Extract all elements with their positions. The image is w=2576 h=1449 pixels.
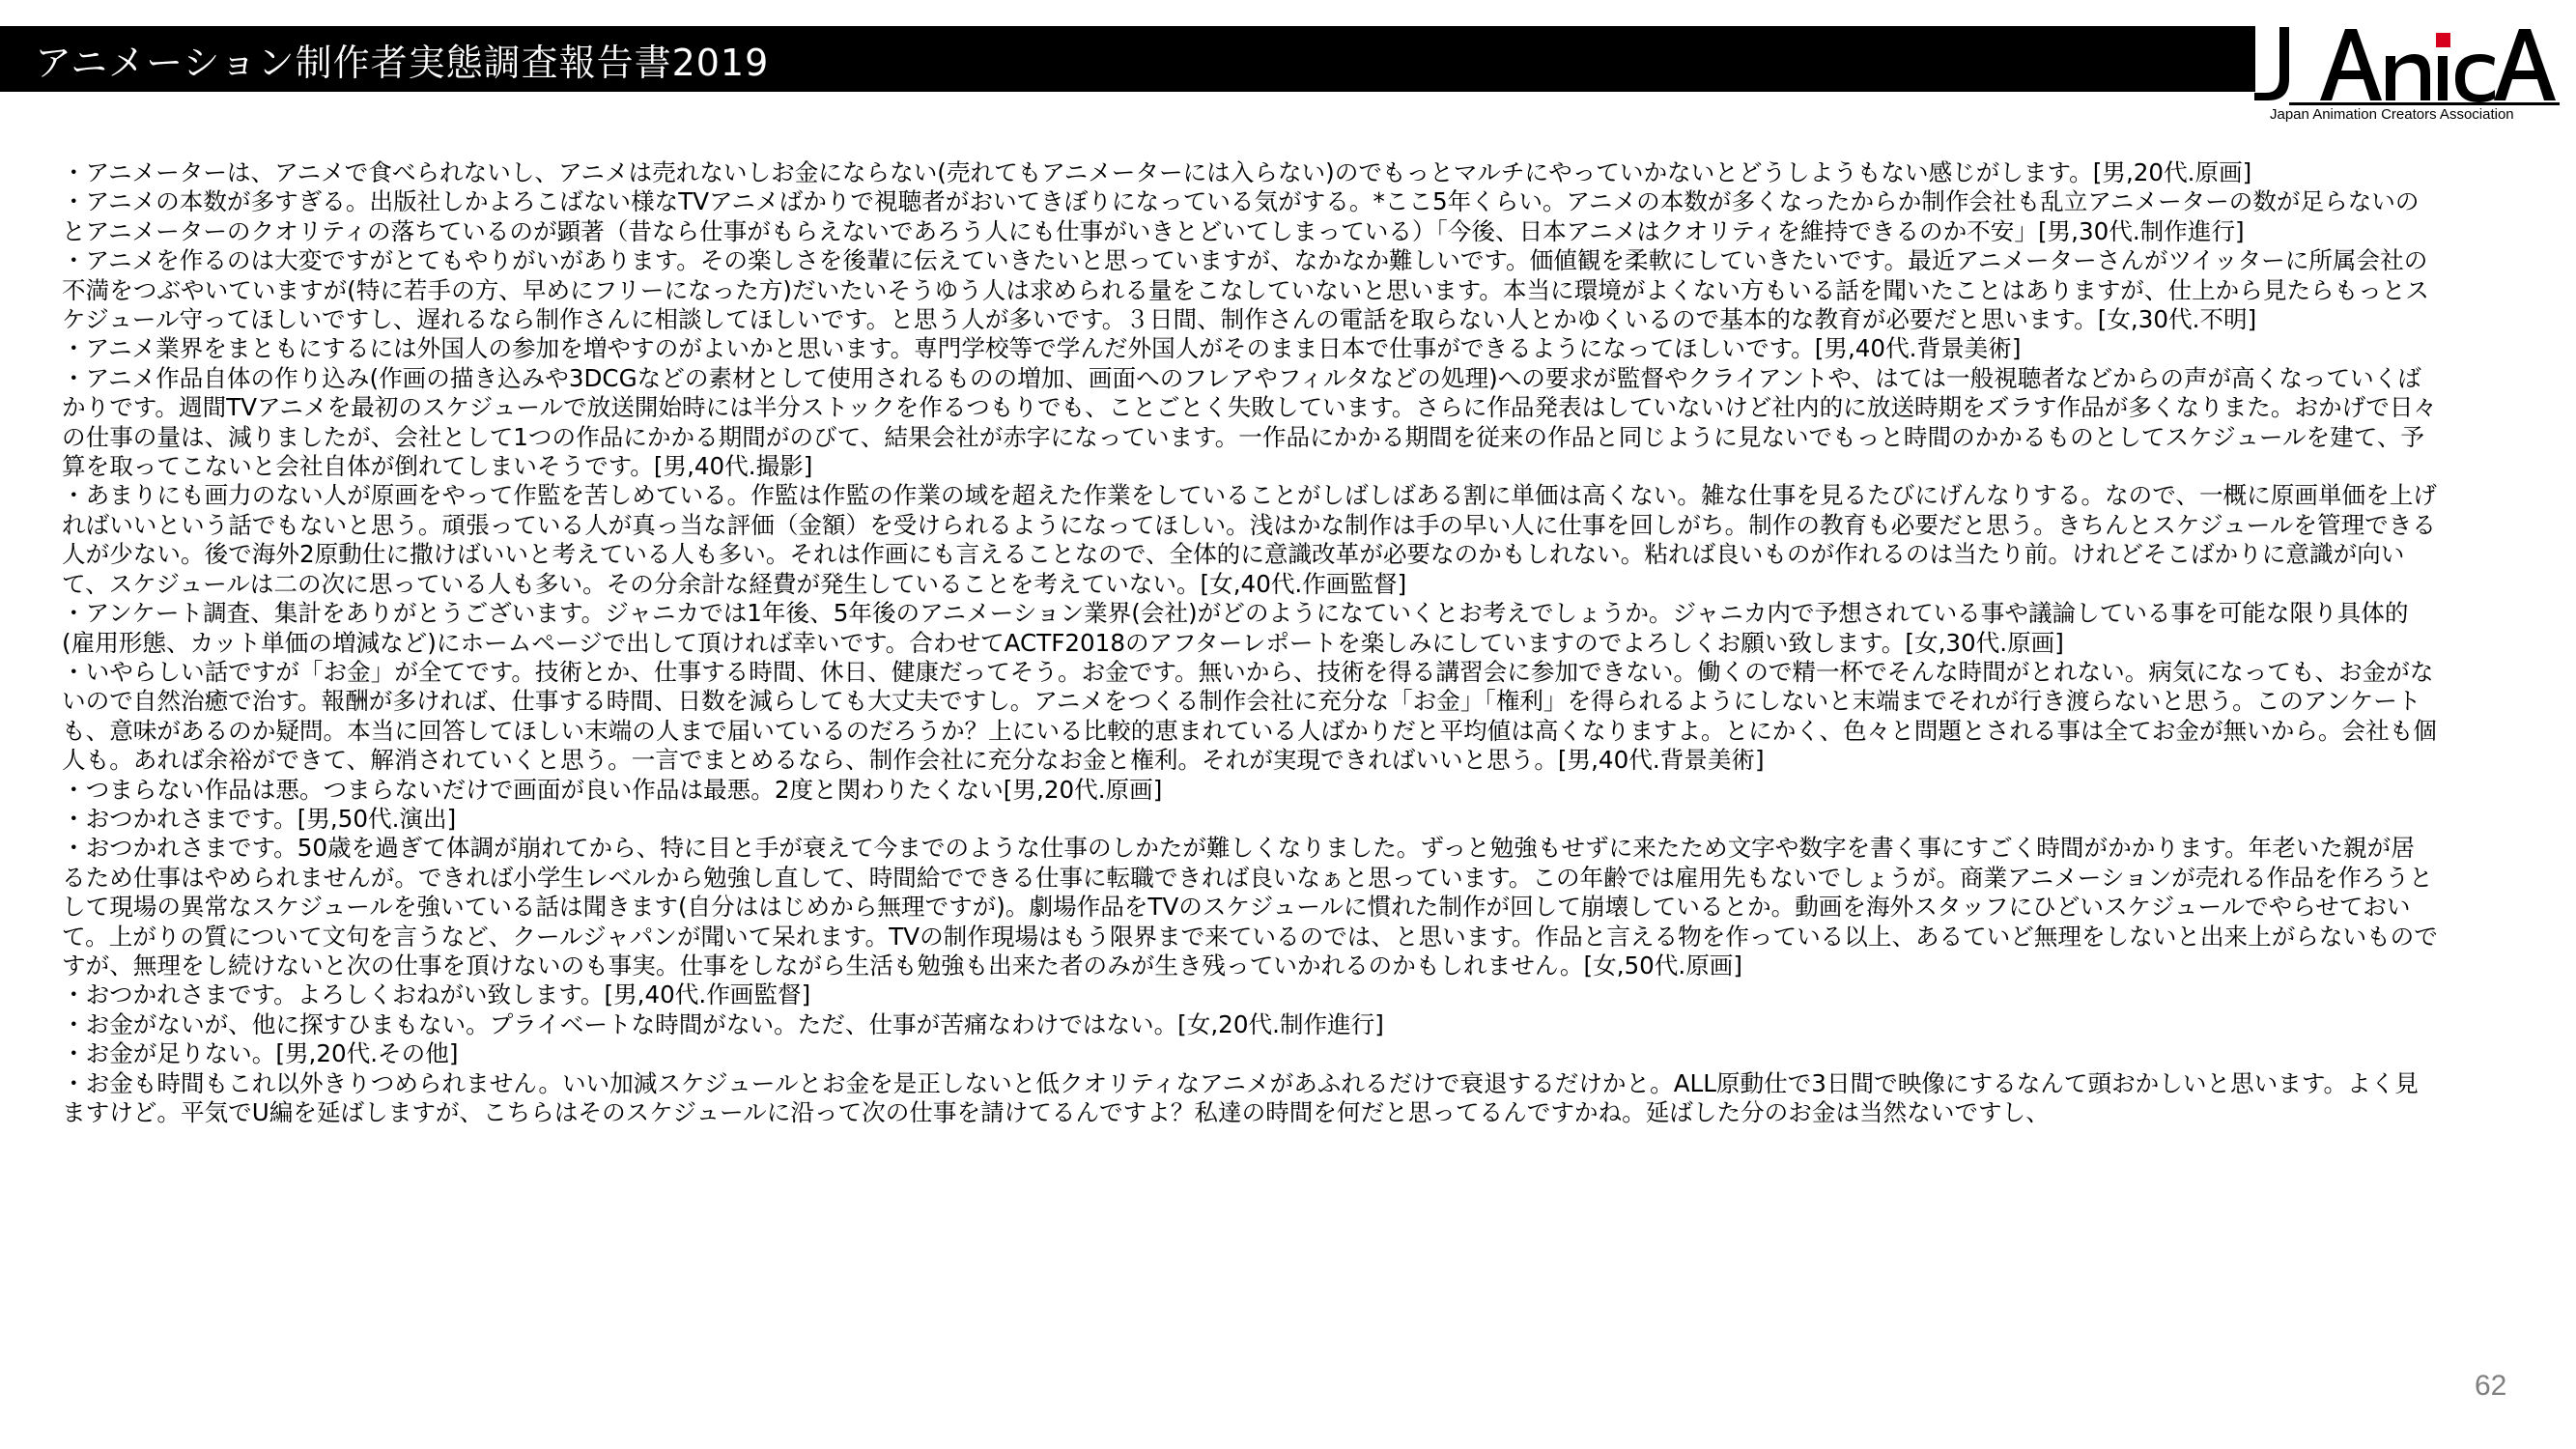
comment-entry: ・お金がないが、他に探すひまもない。プライベートな時間がない。ただ、仕事が苦痛なわけではない。[女,20代.制作進行] [62, 1009, 1384, 1038]
page-title: アニメーション制作者実態調査報告書2019 [35, 41, 770, 84]
logo-subtitle: Japan Animation Creators Association [2270, 106, 2514, 123]
comment-entry: ・アニメーターは、アニメで食べられないし、アニメは売れないしお金にならない(売れてもアニメーターには入らない)のでもっとマルチにやっていかないとどうしようもない感じがします。[男,20代.原画] [62, 158, 2252, 186]
header-bar [0, 26, 2255, 92]
comment-entry: ・アニメの本数が多すぎる。出版社しかよろこばない様なTVアニメばかりで視聴者がおいてきぼりになっている気がする。*ここ5年くらい。アニメの本数が多くなったからか制作会社も乱立アニメーターの数が足らないのとアニメーターのクオリティの落ちているのが顕著（昔なら仕事がもらえないであろう人にも仕事がいきとどいてしまっている）「今後、日本アニメはクオリティを維持できるのか不安」[男,30代.制作進行] [62, 187, 2420, 245]
comment-entry: ・おつかれさまです。50歳を過ぎて体調が崩れてから、特に目と手が衰えて今までのような仕事のしかたが難しくなりました。ずっと勉強もせずに来たため文字や数字を書く事にすごく時間がかかります。年老いた親が居るため仕事はやめられませんが。できれば小学生レベルから勉強し直して、時間給でできる仕事に転職できれば良いなぁと思っています。この年齢では雇用先もないでしょうが。商業アニメーションが売れる作品を作ろうとして現場の異常なスケジュールを強いている話は聞きます(自分ははじめから無理ですが)。劇場作品をTVのスケジュールに慣れた制作が回して崩壊しているとか。動画を海外スタッフにひどいスケジュールでやらせておいて。上がりの質について文句を言うなど、クールジャパンが聞いて呆れます。TVの制作現場はもう限界まで来ているのでは、と思います。作品と言える物を作っている以上、あるていど無理をしないと出来上がらないものですが、無理をし続けないと次の仕事を頂けないのも事実。仕事をしながら生活も勉強も出来た者のみが生き残っていかれるのかもしれません。[女,50代.原画] [62, 834, 2438, 980]
comment-entry: ・お金も時間もこれ以外きりつめられません。いい加減スケジュールとお金を是正しないと低クオリティなアニメがあふれるだけで衰退するだけかと。ALL原動仕で3日間で映像にするなんて頭おかしいと思います。よく見ますけど。平気でU編を延ばしますが、こちらはそのスケジュールに沿って次の仕事を請けてるんですよ？私達の時間を何だと思ってるんですかね。延ばした分のお金は当然ないですし、 [62, 1068, 2419, 1126]
comment-entry: ・いやらしい話ですが「お金」が全てです。技術とか、仕事する時間、休日、健康だってそう。お金です。無いから、技術を得る講習会に参加できない。働くので精一杯でそんな時間がとれない。病気になっても、お金がないので自然治癒で治す。報酬が多ければ、仕事する時間、日数を減らしても大丈夫ですし。アニメをつくる制作会社に充分な「お金」「権利」を得られるようにしないと末端までそれが行き渡らないと思う。このアンケートも、意味があるのか疑問。本当に回答してほしい末端の人まで届いているのだろうか？上にいる比較的恵まれている人ばかりだと平均値は高くなりますよ。とにかく、色々と問題とされる事は全てお金が無いから。会社も個人も。あれば余裕ができて、解消されていくと思う。一言でまとめるなら、制作会社に充分なお金と権利。それが実現できればいいと思う。[男,40代.背景美術] [62, 657, 2437, 775]
comment-entry: ・アニメを作るのは大変ですがとてもやりがいがあります。その楽しさを後輩に伝えていきたいと思っていますが、なかなか難しいです。価値観を柔軟にしていきたいです。最近アニメーターさんがツイッターに所属会社の不満をつぶやいていますが(特に若手の方、早めにフリーになった方)だいたいそうゆう人は求められる量をこなしていないと思います。本当に環境がよくない方もいる話を聞いたことはありますが、仕上から見たらもっとスケジュール守ってほしいですし、遅れるなら制作さんに相談してほしいです。と思う人が多いです。３日間、制作さんの電話を取らない人とかゆくいるので基本的な教育が必要だと思います。[女,30代.不明] [62, 246, 2430, 334]
comment-entry: ・つまらない作品は悪。つまらないだけで画面が良い作品は最悪。2度と関わりたくない[男,20代.原画] [62, 775, 1163, 804]
comment-entry: ・あまりにも画力のない人が原画をやって作監を苦しめている。作監は作監の作業の域を超えた作業をしていることがしばしばある割に単価は高くない。雑な仕事を見るたびにげんなりする。なので、一概に原画単価を上げればいいという話でもないと思う。頑張っている人が真っ当な評価（金額）を受けられるようになってほしい。浅はかな制作は手の早い人に仕事を回しがち。制作の教育も必要だと思う。きちんとスケジュールを管理できる人が少ない。後で海外2原動仕に撒けばいいと考えている人も多い。それは作画にも言えることなので、全体的に意識改革が必要なのかもしれない。粘れば良いものが作れるのは当たり前。けれどそこばかりに意識が向いて、スケジュールは二の次に思っている人も多い。その分余計な経費が発生していることを考えていない。[女,40代.作画監督] [62, 481, 2437, 598]
comment-entry: ・おつかれさまです。よろしくおねがい致します。[男,40代.作画監督] [62, 980, 811, 1009]
comment-entry: ・おつかれさまです。[男,50代.演出] [62, 804, 457, 833]
comment-entry: ・アニメ業界をまともにするには外国人の参加を増やすのがよいかと思います。専門学校等で学んだ外国人がそのまま日本で仕事ができるようになってほしいです。[男,40代.背景美術] [62, 334, 2022, 363]
comment-list [62, 158, 2438, 1127]
page-number: 62 [2475, 1370, 2507, 1402]
comment-entry: ・お金が足りない。[男,20代.その他] [62, 1039, 459, 1068]
janica-logo-mark [2250, 19, 2560, 106]
janica-logo [2250, 19, 2560, 126]
comment-entry: ・アンケート調査、集計をありがとうございます。ジャニカでは1年後、5年後のアニメーション業界(会社)がどのようになていくとお考えでしょうか。ジャニカ内で予想されている事や議論している事を可能な限り具体的(雇用形態、カット単価の増減など)にホームページで出して頂ければ幸いです。合わせてACTF2018のアフターレポートを楽しみにしていますのでよろしくお願い致します。[女,30代.原画] [62, 599, 2409, 657]
comment-entry: ・アニメ作品自体の作り込み(作画の描き込みや3DCGなどの素材として使用されるものの増加、画面へのフレアやフィルタなどの処理)への要求が監督やクライアントや、はては一般視聴者などからの声が高くなっていくばかりです。週間TVアニメを最初のスケジュールで放送開始時には半分ストックを作るつもりでも、ことごとく失敗しています。さらに作品発表はしていないけど社内的に放送時期をズラす作品が多くなりまた。おかげで日々の仕事の量は、減りましたが、会社として1つの作品にかかる期間がのびて、結果会社が赤字になっています。一作品にかかる期間を従来の作品と同じように見ないでもっと時間のかかるものとしてスケジュールを建て、予算を取ってこないと会社自体が倒れてしまいそうです。[男,40代.撮影] [62, 363, 2438, 481]
